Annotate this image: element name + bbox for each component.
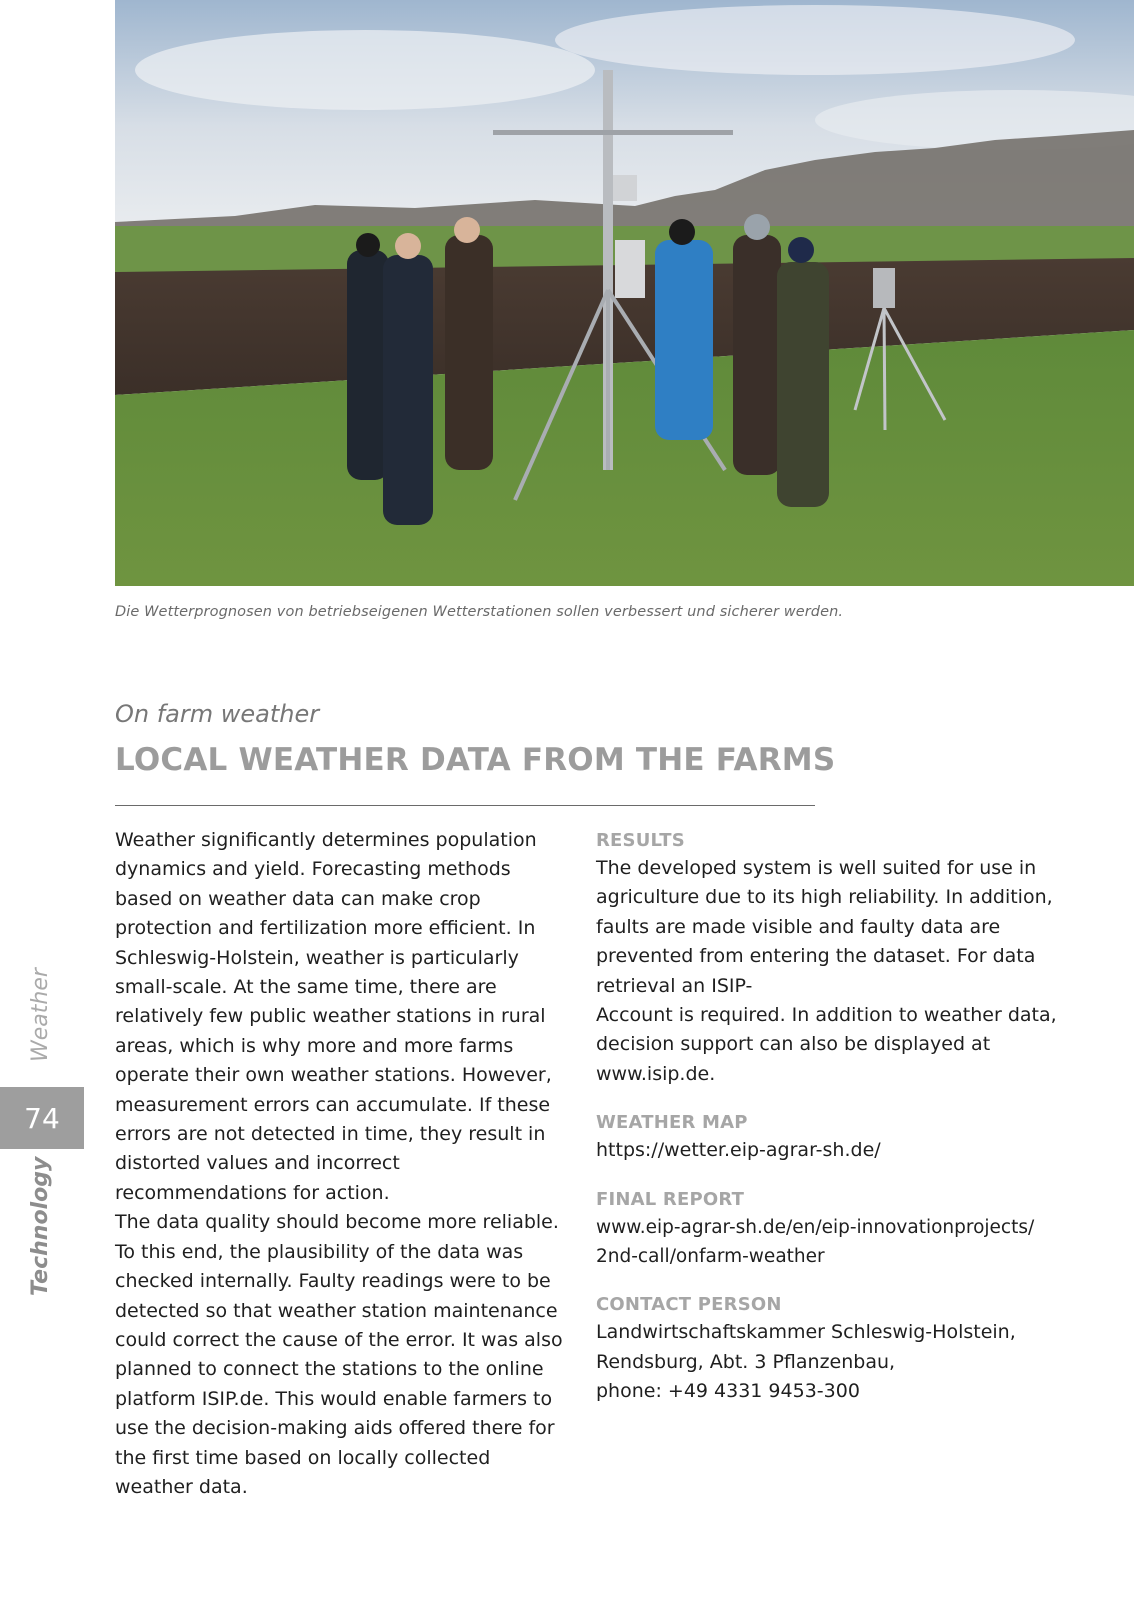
final-report-link[interactable]: www.eip-agrar-sh.de/en/eip-innovationprojects/ 2nd-call/onfarm-weather — [596, 1216, 1035, 1268]
body-column — [115, 826, 570, 1502]
contact-text: Landwirtschaftskammer Schleswig-Holstein, Rendsburg, Abt. 3 Pflanzenbau, phone: +49 4331 9453-300 — [596, 1321, 1016, 1403]
weather-station-photo-graphic — [115, 0, 1134, 586]
final-report-section — [596, 1187, 1066, 1272]
section-label-technology: Technology — [28, 1156, 53, 1296]
weather-station-photo — [115, 0, 1134, 586]
weather-map-section — [596, 1110, 1066, 1165]
body-paragraph-2: The data quality should become more reliable. To this end, the plausibility of the data was checked internally. Faulty readings were to be detected so that weather station maintenance could correct the cause of the error. It was also planned to connect the stations to the online platform ISIP.de. This would enable farmers to use the decision-making aids offered there for the first time based on locally collected weather data. — [115, 1211, 563, 1498]
results-section — [596, 828, 1066, 1089]
final-report-heading: FINAL REPORT — [596, 1188, 745, 1210]
article-kicker: On farm weather — [115, 700, 320, 728]
info-column — [596, 828, 1066, 1428]
section-label-weather: Weather — [28, 968, 53, 1062]
contact-heading: CONTACT PERSON — [596, 1294, 782, 1316]
results-heading: RESULTS — [596, 830, 685, 851]
article-title: LOCAL WEATHER DATA FROM THE FARMS — [115, 742, 836, 778]
contact-section — [596, 1292, 1066, 1406]
weather-map-heading: WEATHER MAP — [596, 1112, 748, 1134]
photo-caption: Die Wetterprognosen von betriebseigenen Wetterstationen sollen verbessert und sicherer werden. — [115, 604, 844, 620]
weather-map-link[interactable]: https://wetter.eip-agrar-sh.de/ — [596, 1139, 881, 1162]
title-divider — [115, 805, 815, 806]
results-text: The developed system is well suited for use in agriculture due to its high reliability. In addition, faults are made visible and faulty data are prevented from entering the dataset. For data retrieval an ISIP- Account is required. In addition to weather data, decision support can also be displayed at www.isip.de. — [596, 857, 1057, 1085]
body-paragraph-1: Weather significantly determines population dynamics and yield. Forecasting methods based on weather data can make crop protection and fertilization more efficient. In Schleswig-Holstein, weather is particularly small-scale. At the same time, there are relatively few public weather stations in rural areas, which is why more and more farms operate their own weather stations. However, measurement errors can accumulate. If these errors are not detected in time, they result in distorted values and incorrect recommendations for action. — [115, 829, 552, 1204]
page-number: 74 — [0, 1087, 84, 1149]
